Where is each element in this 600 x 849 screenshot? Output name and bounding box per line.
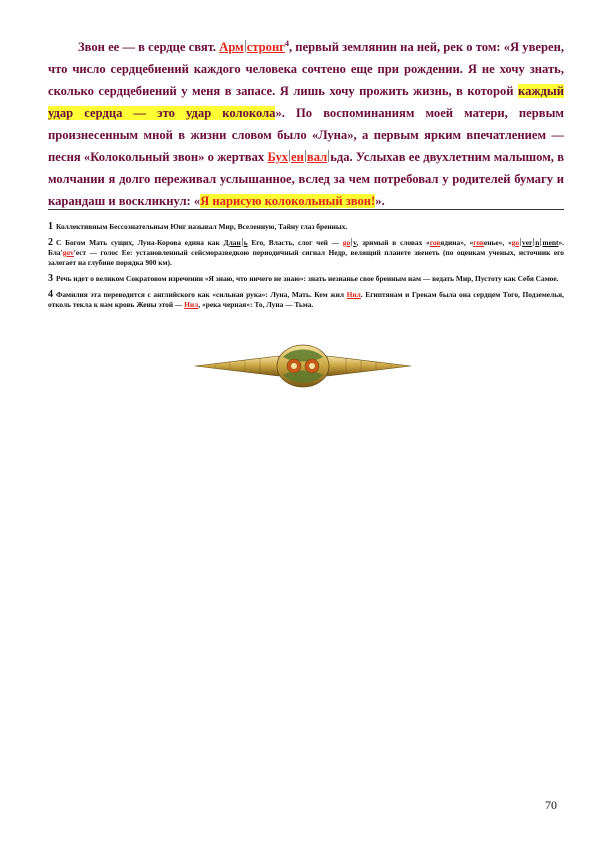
- para-text-4: ьда. Услыхав ее двухлетним малышом, в молчании я долго переживал услышанное, вслед за чем потребовал у родителей бумагу и карандаш и воскликнул: «: [48, 150, 565, 208]
- arm-word: Арм: [219, 40, 244, 54]
- footnote-text: ». Бла': [48, 238, 564, 257]
- v-letter: v: [353, 238, 357, 247]
- page-number: 70: [545, 798, 557, 812]
- gov-syllable: гов: [473, 238, 484, 247]
- footnote-1: [48, 222, 564, 232]
- government-part-go: go: [511, 238, 520, 247]
- syllable-separator: [305, 150, 306, 162]
- footnote-text: 'ест — голос Ее: установленный сейсморазведкою периодичный сигнал Недр, велящий планете звенеть (по оценкам ученых, источник его залегает на глубине порядка 900 км).: [48, 248, 564, 267]
- footnotes: [48, 222, 564, 316]
- go-syllable: go: [342, 238, 351, 247]
- para-text-2: , первый землянин на ней, рек о том: «Я уверен, что число сердцебиений каждого человека сочтено еще при рождении. Я не хочу знать, сколько сердцебиений у меня в запасе. Я лишь хочу прожить жизнь, в которой: [48, 40, 564, 98]
- dlan-soft-sign: ь: [243, 238, 248, 247]
- highlight-bell-ringing: Я нарисую колокольный звон!: [200, 194, 376, 208]
- nil-word: Нил: [346, 290, 361, 299]
- para-text-5: ».: [375, 194, 385, 208]
- syllable-separator: [289, 150, 290, 162]
- footnote-text: Коллективным Бессознательным Юнг называл Мир, Вселенную, Тайну глаз бренных.: [56, 222, 348, 231]
- highlight-heartbeat: каждый удар сердца — это удар колокола: [48, 84, 564, 120]
- syllable-separator: [245, 40, 246, 52]
- footnote-text: Речь идет о великом Сократовом изречении «Я знаю, что ничего не знаю»: знать незнанье свое бренным нам — ведать Мир, Пустоту как Себя Самое.: [56, 274, 559, 283]
- en-word: ен: [291, 150, 304, 164]
- footnote-text: , зримый в словах «: [356, 238, 430, 247]
- footnote-text: енье», «: [483, 238, 512, 247]
- footnote-number: 4: [48, 289, 53, 300]
- government-part-ver: ver: [522, 238, 533, 247]
- val-word: вал: [306, 150, 328, 164]
- government-part-ment: ment: [542, 238, 559, 247]
- footnote-text: ядина», «: [440, 238, 474, 247]
- syllable-separator: [242, 238, 243, 246]
- nil-word: Нил: [184, 300, 199, 309]
- syllable-separator: [520, 238, 521, 246]
- footnote-text: С Богом Мать сущих, Луна-Корова едина как: [56, 238, 224, 247]
- gov-syllable: гов: [429, 238, 441, 247]
- gov-syllable: gov: [62, 248, 74, 257]
- footnote-text: Фамилия эта переводится с английского как «сильная рука»: Луна, Мать. Кем жил: [56, 290, 347, 299]
- footnote-number: 3: [48, 273, 53, 284]
- footnote-4: [48, 290, 564, 310]
- footnote-number: 2: [48, 237, 53, 248]
- main-paragraph: [48, 36, 564, 212]
- ornament-divider-icon: [195, 343, 411, 389]
- strong-word: стронг: [246, 40, 285, 54]
- footnote-3: [48, 274, 564, 284]
- footnote-text: Его, Власть, слог чей —: [247, 238, 343, 247]
- para-text-1: Звон ее — в сердце свят.: [78, 40, 220, 54]
- government-part-n: n: [535, 238, 540, 247]
- footnote-ref-4[interactable]: 4: [284, 38, 289, 48]
- footnote-text: . Египтянам и Грекам была она сердцем Того, Подземелья, отколь текла к нам кровь Жены этой —: [48, 290, 564, 309]
- para-text-3: ». По воспоминаниям моей матери, первым произнесенным мной в жизни словом было «Луна», а первым ярким впечатлением — песня «Колокольный звон» о жертвах: [48, 106, 564, 164]
- footnote-divider: [48, 209, 564, 210]
- footnote-2: [48, 238, 564, 268]
- footnote-number: 1: [48, 221, 53, 232]
- buh-word: Бух: [267, 150, 289, 164]
- footnote-text: , «река черная»: То, Луна — Тьма.: [198, 300, 314, 309]
- dlan-word: Длан: [223, 238, 241, 247]
